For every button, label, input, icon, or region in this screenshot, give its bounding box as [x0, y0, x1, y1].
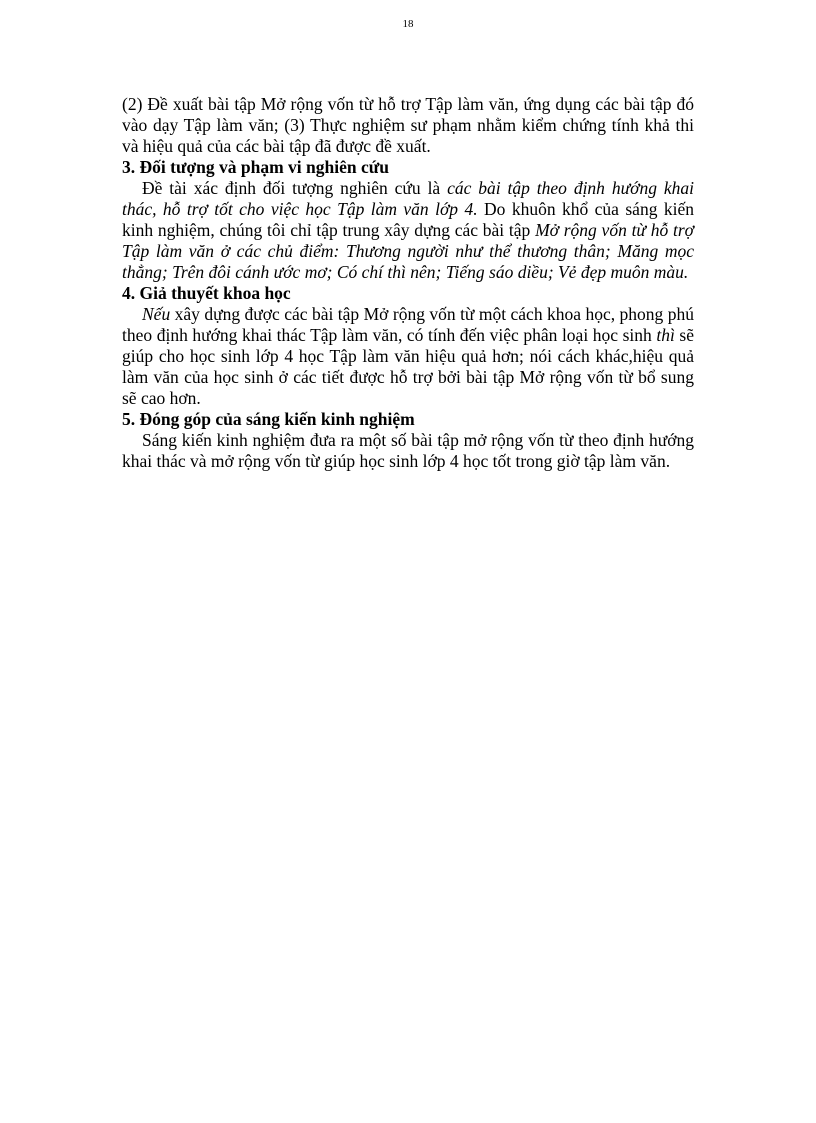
section-4-heading: 4. Giả thuyết khoa học — [122, 283, 291, 303]
section-3-topics: Mở rộng vốn từ hỗ trợ Tập làm văn ở các chủ điểm: Thương người như thể thương thân; Măng mọc thẳng; Trên đôi cánh ước mơ; Có chí thì nên; Tiếng sáo diều; Vẻ đẹp muôn màu. — [122, 220, 695, 282]
section-4-then: thì — [656, 325, 675, 345]
section-4-text-2: sẽ giúp cho học sinh lớp 4 học Tập làm văn hiệu quả hơn; nói cách khác,hiệu quả làm văn của học sinh ở các tiết được hỗ trợ bởi bài tập Mở rộng vốn từ bổ sung sẽ cao hơn. — [122, 325, 694, 408]
page-number: 18 — [402, 18, 414, 30]
document-body — [122, 94, 694, 472]
section-4-text-1: xây dựng được các bài tập Mở rộng vốn từ một cách khoa học, phong phú theo định hướng khai thác Tập làm văn, có tính đến việc phân loại học sinh — [122, 304, 694, 345]
section-3-heading: 3. Đối tượng và phạm vi nghiên cứu — [122, 157, 389, 177]
section-5-paragraph: Sáng kiến kinh nghiệm đưa ra một số bài tập mở rộng vốn từ theo định hướng khai thác và mở rộng vốn từ giúp học sinh lớp 4 học tốt trong giờ tập làm văn. — [122, 430, 694, 471]
section-4-paragraph — [122, 304, 694, 409]
section-3-paragraph — [122, 178, 694, 283]
section-4-if: Nếu — [142, 304, 171, 324]
section-3-text-2: Do khuôn khổ của sáng kiến kinh nghiệm, chúng tôi chỉ tập trung xây dựng các bài tập — [122, 199, 694, 240]
section-3-text-1: Đề tài xác định đối tượng nghiên cứu là — [142, 178, 448, 198]
intro-paragraph: (2) Đề xuất bài tập Mở rộng vốn từ hỗ trợ Tập làm văn, ứng dụng các bài tập đó vào dạy Tập làm văn; (3) Thực nghiệm sư phạm nhằm kiểm chứng tính khả thi và hiệu quả của các bài tập đã được đề xuất. — [122, 94, 694, 156]
section-5-heading: 5. Đóng góp của sáng kiến kinh nghiệm — [122, 409, 415, 429]
section-3-research-object: các bài tập theo định hướng khai thác, hỗ trợ tốt cho việc học Tập làm văn lớp 4. — [122, 178, 694, 219]
